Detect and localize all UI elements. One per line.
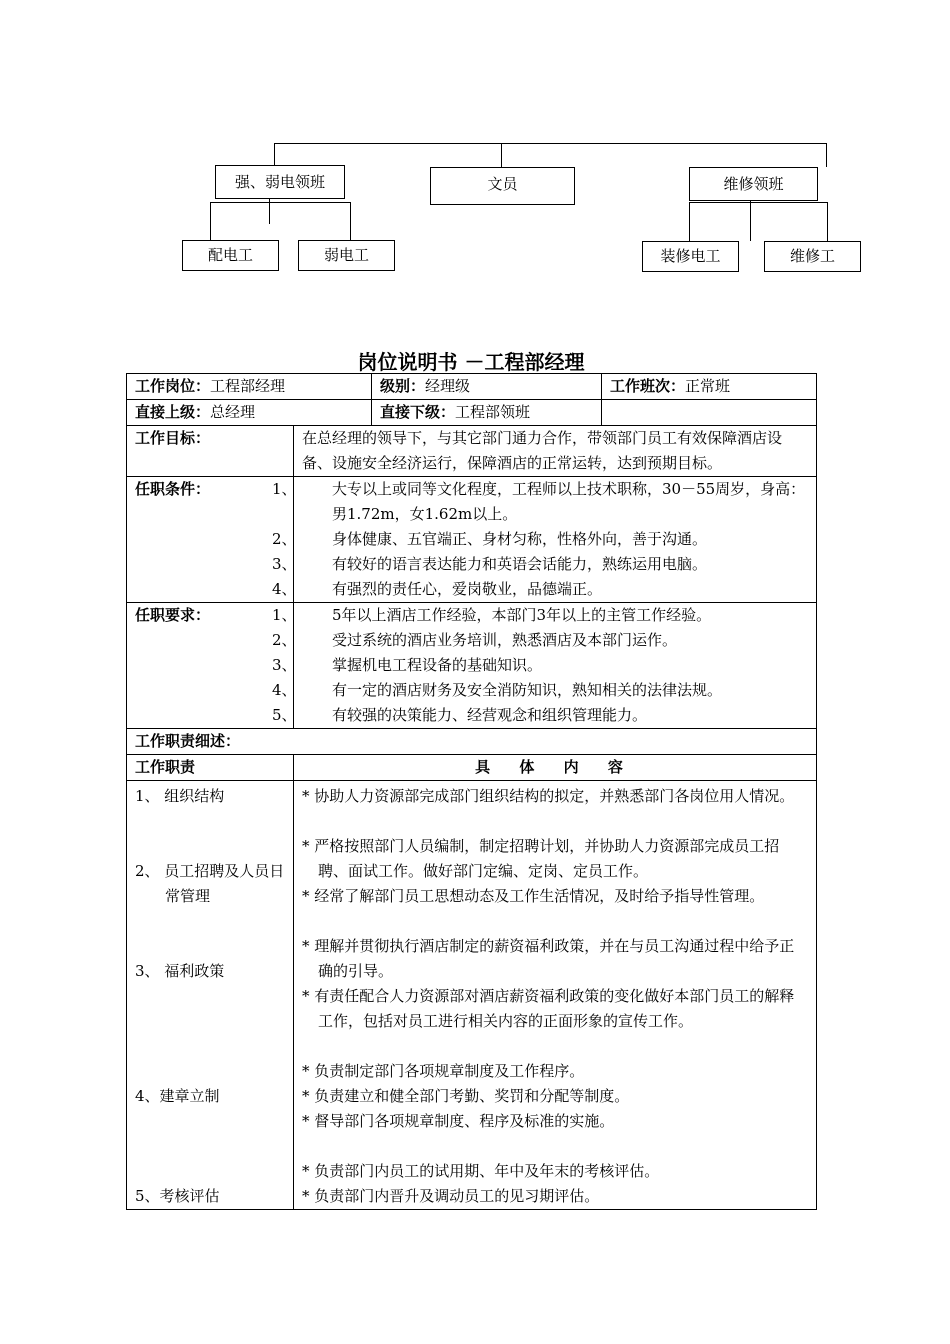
list-item: 1、 大专以上或同等文化程度，工程师以上技术职称，30－55周岁，身高：男1.72m，女1.62m以上。 bbox=[272, 480, 806, 523]
superior-label: 直接上级： bbox=[135, 403, 211, 421]
table-row bbox=[127, 477, 817, 603]
connector bbox=[826, 143, 827, 167]
subordinate-cell bbox=[372, 400, 602, 426]
duties-col-content: 具 体 内 容 bbox=[294, 755, 817, 781]
table-row bbox=[127, 426, 817, 477]
connector bbox=[274, 143, 827, 144]
shift-value: 正常班 bbox=[685, 377, 731, 395]
requirements-list bbox=[272, 603, 817, 729]
post-label: 工作岗位： bbox=[135, 377, 211, 395]
list-item: 3、 掌握机电工程设备的基础知识。 bbox=[272, 656, 543, 674]
node-clerk: 文员 bbox=[430, 167, 575, 205]
qualifications-label: 任职条件： bbox=[127, 477, 294, 603]
connector bbox=[274, 143, 275, 165]
list-item: 4、 有强烈的责任心，爱岗敬业，品德端正。 bbox=[272, 580, 603, 598]
org-chart bbox=[0, 0, 950, 300]
node-strong-weak-lead: 强、弱电领班 bbox=[215, 165, 345, 199]
node-decoration-electrician: 装修电工 bbox=[642, 241, 739, 272]
level-label: 级别： bbox=[380, 377, 426, 395]
connector bbox=[501, 143, 502, 167]
connector bbox=[269, 199, 270, 224]
list-item: 5、 有较强的决策能力、经营观念和组织管理能力。 bbox=[272, 706, 648, 724]
list-item: 4、 有一定的酒店财务及安全消防知识，熟知相关的法律法规。 bbox=[272, 681, 723, 699]
duty-line: * 负责制定部门各项规章制度及工作程序。 bbox=[302, 1062, 585, 1080]
connector bbox=[350, 202, 351, 240]
empty-cell bbox=[602, 400, 817, 426]
table-row bbox=[127, 400, 817, 426]
node-distribution-electrician: 配电工 bbox=[182, 240, 279, 271]
duties-header: 工作职责细述： bbox=[127, 729, 817, 755]
qualifications-list bbox=[272, 477, 817, 603]
duty-line: * 督导部门各项规章制度、程序及标准的实施。 bbox=[302, 1112, 615, 1130]
subordinate-value: 工程部领班 bbox=[455, 403, 531, 421]
list-item: 2、 受过系统的酒店业务培训，熟悉酒店及本部门运作。 bbox=[272, 631, 678, 649]
job-description-table bbox=[126, 373, 817, 1210]
duty-line: * 负责部门内员工的试用期、年中及年末的考核评估。 bbox=[302, 1162, 660, 1180]
table-row bbox=[127, 603, 817, 729]
connector bbox=[689, 202, 828, 203]
node-weak-electrician: 弱电工 bbox=[298, 240, 395, 271]
duty-line: * 有责任配合人力资源部对酒店薪资福利政策的变化做好本部门员工的解释工作，包括对员工进行相关内容的正面形象的宣传工作。 bbox=[302, 987, 795, 1030]
connector bbox=[210, 202, 351, 203]
list-item: 1、 5年以上酒店工作经验，本部门3年以上的主管工作经验。 bbox=[272, 606, 712, 624]
duties-content bbox=[294, 781, 817, 1210]
duty-line: * 理解并贯彻执行酒店制定的薪资福利政策，并在与员工沟通过程中给予正确的引导。 bbox=[302, 937, 795, 980]
goal-text: 在总经理的领导下，与其它部门通力合作，带领部门员工有效保障酒店设备、设施安全经济运行，保障酒店的正常运转，达到预期目标。 bbox=[294, 426, 817, 477]
requirements-label: 任职要求： bbox=[127, 603, 294, 729]
level-value: 经理级 bbox=[425, 377, 471, 395]
connector bbox=[750, 201, 751, 241]
post-cell bbox=[127, 374, 372, 400]
post-value: 工程部经理 bbox=[210, 377, 286, 395]
goal-label: 工作目标： bbox=[127, 426, 294, 477]
superior-value: 总经理 bbox=[210, 403, 256, 421]
duties-names bbox=[127, 781, 294, 1210]
level-cell bbox=[372, 374, 602, 400]
list-item: 3、 有较好的语言表达能力和英语会话能力，熟练运用电脑。 bbox=[272, 555, 708, 573]
node-maintenance-lead: 维修领班 bbox=[689, 167, 818, 201]
node-repairman: 维修工 bbox=[764, 241, 861, 272]
page-title: 岗位说明书 －工程部经理 bbox=[357, 350, 585, 374]
connector bbox=[210, 202, 211, 240]
connector bbox=[689, 202, 690, 241]
duty-line: * 经常了解部门员工思想动态及工作生活情况，及时给予指导性管理。 bbox=[302, 887, 765, 905]
superior-cell bbox=[127, 400, 372, 426]
table-row bbox=[127, 374, 817, 400]
table-row bbox=[127, 781, 817, 1210]
table-row bbox=[127, 729, 817, 755]
duty-name: 2、 员工招聘及人员日常管理 bbox=[135, 862, 285, 905]
duties-col-responsibility: 工作职责 bbox=[127, 755, 294, 781]
shift-cell bbox=[602, 374, 817, 400]
list-item: 2、 身体健康、五官端正、身材匀称，性格外向，善于沟通。 bbox=[272, 530, 708, 548]
duty-name: 5、考核评估 bbox=[135, 1187, 220, 1205]
duty-line: * 协助人力资源部完成部门组织结构的拟定，并熟悉部门各岗位用人情况。 bbox=[302, 787, 795, 805]
shift-label: 工作班次： bbox=[610, 377, 686, 395]
duty-line: * 负责建立和健全部门考勤、奖罚和分配等制度。 bbox=[302, 1087, 630, 1105]
duty-name: 3、 福利政策 bbox=[135, 962, 225, 980]
connector bbox=[827, 202, 828, 241]
table-row bbox=[127, 755, 817, 781]
duty-line: * 严格按照部门人员编制，制定招聘计划，并协助人力资源部完成员工招聘、面试工作。做好部门定编、定岗、定员工作。 bbox=[302, 837, 780, 880]
duty-name: 4、建章立制 bbox=[135, 1087, 220, 1105]
subordinate-label: 直接下级： bbox=[380, 403, 456, 421]
duty-line: * 负责部门内晋升及调动员工的见习期评估。 bbox=[302, 1187, 600, 1205]
duty-name: 1、 组织结构 bbox=[135, 787, 225, 805]
